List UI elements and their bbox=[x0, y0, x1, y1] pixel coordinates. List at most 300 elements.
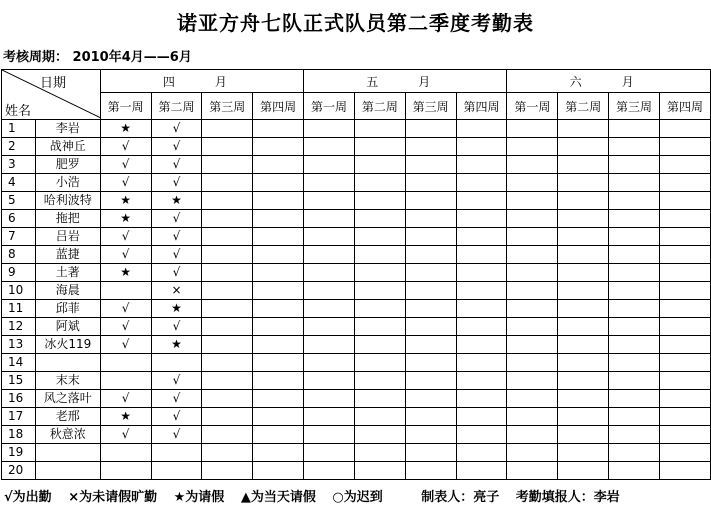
attendance-cell bbox=[659, 372, 710, 390]
attendance-cell bbox=[558, 318, 609, 336]
attendance-cell: √ bbox=[151, 408, 202, 426]
attendance-cell: √ bbox=[100, 426, 151, 444]
member-name: 战神丘 bbox=[35, 138, 100, 156]
attendance-cell bbox=[507, 120, 558, 138]
attendance-cell bbox=[354, 390, 405, 408]
attendance-cell: √ bbox=[151, 390, 202, 408]
attendance-cell: √ bbox=[151, 318, 202, 336]
attendance-cell bbox=[609, 390, 660, 408]
attendance-cell bbox=[507, 462, 558, 480]
attendance-cell: √ bbox=[100, 246, 151, 264]
attendance-cell: √ bbox=[151, 426, 202, 444]
attendance-cell bbox=[507, 336, 558, 354]
attendance-cell bbox=[202, 354, 253, 372]
legend-present: √为出勤 bbox=[4, 490, 52, 505]
week-header: 第三周 bbox=[202, 93, 253, 120]
attendance-cell bbox=[456, 300, 507, 318]
attendance-cell bbox=[558, 354, 609, 372]
attendance-cell bbox=[405, 174, 456, 192]
attendance-cell bbox=[609, 354, 660, 372]
member-name: 肥罗 bbox=[35, 156, 100, 174]
attendance-cell bbox=[456, 318, 507, 336]
attendance-cell bbox=[456, 138, 507, 156]
attendance-cell bbox=[354, 120, 405, 138]
attendance-cell bbox=[558, 300, 609, 318]
attendance-cell: √ bbox=[100, 318, 151, 336]
week-header: 第四周 bbox=[456, 93, 507, 120]
attendance-cell bbox=[659, 138, 710, 156]
attendance-cell bbox=[253, 282, 304, 300]
attendance-cell bbox=[405, 228, 456, 246]
attendance-cell bbox=[354, 354, 405, 372]
legend bbox=[4, 488, 632, 508]
attendance-cell bbox=[558, 120, 609, 138]
month-header-april: 四 月 bbox=[100, 70, 303, 93]
attendance-cell bbox=[304, 390, 355, 408]
member-name: 吕岩 bbox=[35, 228, 100, 246]
attendance-cell: √ bbox=[151, 264, 202, 282]
attendance-cell bbox=[507, 300, 558, 318]
attendance-cell bbox=[456, 120, 507, 138]
attendance-cell bbox=[558, 174, 609, 192]
attendance-cell bbox=[202, 318, 253, 336]
attendance-cell: √ bbox=[151, 210, 202, 228]
attendance-cell bbox=[659, 300, 710, 318]
attendance-cell bbox=[405, 462, 456, 480]
attendance-cell bbox=[354, 192, 405, 210]
attendance-cell bbox=[507, 156, 558, 174]
attendance-cell bbox=[558, 462, 609, 480]
attendance-cell bbox=[100, 354, 151, 372]
attendance-cell: √ bbox=[100, 390, 151, 408]
attendance-cell bbox=[405, 300, 456, 318]
attendance-cell bbox=[304, 210, 355, 228]
attendance-cell bbox=[507, 408, 558, 426]
attendance-cell bbox=[202, 174, 253, 192]
attendance-cell bbox=[202, 156, 253, 174]
attendance-cell bbox=[304, 264, 355, 282]
attendance-cell bbox=[304, 192, 355, 210]
attendance-cell bbox=[558, 444, 609, 462]
row-number: 14 bbox=[2, 354, 36, 372]
attendance-cell: ★ bbox=[100, 210, 151, 228]
attendance-cell bbox=[253, 390, 304, 408]
attendance-cell bbox=[202, 264, 253, 282]
attendance-cell bbox=[405, 426, 456, 444]
member-name bbox=[35, 354, 100, 372]
member-name: 海晨 bbox=[35, 282, 100, 300]
attendance-cell bbox=[405, 138, 456, 156]
attendance-cell bbox=[456, 426, 507, 444]
table-row bbox=[2, 120, 711, 138]
attendance-cell bbox=[202, 120, 253, 138]
table-row bbox=[2, 336, 711, 354]
attendance-cell bbox=[253, 246, 304, 264]
attendance-cell bbox=[558, 156, 609, 174]
attendance-cell: ★ bbox=[100, 120, 151, 138]
attendance-cell: √ bbox=[151, 246, 202, 264]
attendance-cell bbox=[609, 156, 660, 174]
attendance-cell bbox=[456, 390, 507, 408]
attendance-cell bbox=[405, 210, 456, 228]
row-number: 15 bbox=[2, 372, 36, 390]
attendance-cell bbox=[659, 336, 710, 354]
row-number: 8 bbox=[2, 246, 36, 264]
attendance-cell bbox=[507, 372, 558, 390]
table-row bbox=[2, 390, 711, 408]
attendance-cell bbox=[456, 210, 507, 228]
attendance-cell bbox=[304, 426, 355, 444]
row-number: 7 bbox=[2, 228, 36, 246]
week-header: 第二周 bbox=[558, 93, 609, 120]
attendance-cell bbox=[253, 174, 304, 192]
attendance-cell: √ bbox=[151, 120, 202, 138]
attendance-cell bbox=[558, 246, 609, 264]
attendance-cell bbox=[405, 390, 456, 408]
attendance-cell bbox=[253, 462, 304, 480]
attendance-cell bbox=[253, 264, 304, 282]
attendance-cell bbox=[507, 174, 558, 192]
attendance-cell bbox=[456, 282, 507, 300]
attendance-cell bbox=[456, 444, 507, 462]
member-name: 蓝捷 bbox=[35, 246, 100, 264]
attendance-cell bbox=[405, 408, 456, 426]
table-row bbox=[2, 372, 711, 390]
attendance-cell bbox=[659, 228, 710, 246]
attendance-cell bbox=[659, 282, 710, 300]
attendance-cell bbox=[456, 174, 507, 192]
attendance-cell bbox=[354, 408, 405, 426]
attendance-cell bbox=[609, 120, 660, 138]
member-name: 哈利波特 bbox=[35, 192, 100, 210]
attendance-cell bbox=[253, 444, 304, 462]
legend-absent: ×为未请假旷勤 bbox=[68, 490, 158, 505]
table-row bbox=[2, 426, 711, 444]
attendance-cell bbox=[507, 192, 558, 210]
attendance-cell bbox=[405, 156, 456, 174]
attendance-cell bbox=[253, 336, 304, 354]
attendance-cell bbox=[354, 210, 405, 228]
attendance-cell bbox=[253, 120, 304, 138]
attendance-cell: ★ bbox=[151, 192, 202, 210]
attendance-cell bbox=[304, 156, 355, 174]
attendance-cell bbox=[609, 462, 660, 480]
attendance-cell bbox=[609, 408, 660, 426]
attendance-cell bbox=[558, 192, 609, 210]
attendance-cell bbox=[609, 444, 660, 462]
page-title: 诺亚方舟七队正式队员第二季度考勤表 bbox=[177, 11, 534, 35]
attendance-cell bbox=[304, 174, 355, 192]
table-row bbox=[2, 300, 711, 318]
attendance-cell: √ bbox=[100, 300, 151, 318]
attendance-cell bbox=[304, 372, 355, 390]
attendance-cell bbox=[456, 354, 507, 372]
attendance-cell: √ bbox=[151, 228, 202, 246]
attendance-cell bbox=[100, 372, 151, 390]
member-name bbox=[35, 462, 100, 480]
attendance-cell bbox=[405, 318, 456, 336]
attendance-cell bbox=[558, 228, 609, 246]
attendance-cell bbox=[253, 210, 304, 228]
attendance-cell: √ bbox=[151, 174, 202, 192]
attendance-cell bbox=[456, 462, 507, 480]
attendance-cell bbox=[202, 408, 253, 426]
attendance-cell bbox=[609, 300, 660, 318]
attendance-cell bbox=[609, 426, 660, 444]
header-row-months bbox=[2, 70, 711, 93]
attendance-cell bbox=[659, 318, 710, 336]
table-maker: 制表人：亮子 bbox=[421, 490, 500, 505]
attendance-cell bbox=[558, 408, 609, 426]
period-value: 2010年4月——6月 bbox=[72, 50, 192, 65]
week-header: 第一周 bbox=[100, 93, 151, 120]
attendance-cell bbox=[202, 426, 253, 444]
table-row bbox=[2, 462, 711, 480]
attendance-cell bbox=[405, 246, 456, 264]
attendance-cell bbox=[405, 282, 456, 300]
attendance-cell bbox=[253, 228, 304, 246]
attendance-cell: √ bbox=[100, 336, 151, 354]
attendance-cell bbox=[558, 138, 609, 156]
attendance-cell bbox=[304, 354, 355, 372]
attendance-cell bbox=[253, 426, 304, 444]
attendance-cell bbox=[354, 444, 405, 462]
attendance-cell bbox=[151, 444, 202, 462]
table-body bbox=[2, 120, 711, 480]
attendance-cell bbox=[354, 246, 405, 264]
attendance-cell bbox=[456, 156, 507, 174]
attendance-cell bbox=[304, 444, 355, 462]
row-number: 19 bbox=[2, 444, 36, 462]
attendance-cell: √ bbox=[100, 156, 151, 174]
attendance-cell bbox=[659, 390, 710, 408]
attendance-cell bbox=[405, 336, 456, 354]
attendance-cell bbox=[609, 246, 660, 264]
attendance-cell bbox=[354, 336, 405, 354]
table-row bbox=[2, 156, 711, 174]
attendance-cell: ★ bbox=[151, 336, 202, 354]
attendance-cell: √ bbox=[151, 156, 202, 174]
table-row bbox=[2, 192, 711, 210]
member-name: 冰火119 bbox=[35, 336, 100, 354]
attendance-cell bbox=[659, 408, 710, 426]
week-header: 第三周 bbox=[609, 93, 660, 120]
attendance-cell bbox=[659, 462, 710, 480]
period-label: 考核周期： bbox=[3, 50, 69, 65]
attendance-cell bbox=[253, 354, 304, 372]
attendance-cell bbox=[354, 282, 405, 300]
attendance-cell bbox=[405, 444, 456, 462]
attendance-cell bbox=[202, 210, 253, 228]
attendance-cell bbox=[558, 210, 609, 228]
attendance-cell bbox=[558, 336, 609, 354]
attendance-cell bbox=[100, 282, 151, 300]
attendance-cell bbox=[253, 318, 304, 336]
attendance-cell bbox=[558, 372, 609, 390]
attendance-cell bbox=[456, 336, 507, 354]
attendance-cell: ★ bbox=[100, 408, 151, 426]
period-line bbox=[3, 48, 192, 68]
attendance-cell bbox=[558, 390, 609, 408]
attendance-cell bbox=[659, 120, 710, 138]
attendance-cell bbox=[609, 138, 660, 156]
corner-header-cell bbox=[2, 70, 101, 120]
attendance-cell bbox=[507, 246, 558, 264]
attendance-cell bbox=[507, 390, 558, 408]
attendance-cell bbox=[253, 192, 304, 210]
attendance-cell bbox=[609, 282, 660, 300]
attendance-cell bbox=[507, 444, 558, 462]
attendance-cell bbox=[659, 174, 710, 192]
attendance-cell bbox=[456, 228, 507, 246]
table-row bbox=[2, 138, 711, 156]
week-header: 第四周 bbox=[253, 93, 304, 120]
attendance-cell bbox=[456, 246, 507, 264]
attendance-cell bbox=[202, 192, 253, 210]
attendance-cell bbox=[354, 264, 405, 282]
table-row bbox=[2, 174, 711, 192]
row-number: 13 bbox=[2, 336, 36, 354]
attendance-cell bbox=[558, 282, 609, 300]
attendance-cell bbox=[405, 192, 456, 210]
row-number: 16 bbox=[2, 390, 36, 408]
attendance-cell bbox=[659, 354, 710, 372]
attendance-cell bbox=[304, 336, 355, 354]
attendance-cell bbox=[405, 264, 456, 282]
attendance-cell bbox=[304, 228, 355, 246]
attendance-cell bbox=[202, 372, 253, 390]
row-number: 20 bbox=[2, 462, 36, 480]
attendance-cell: √ bbox=[100, 138, 151, 156]
attendance-cell bbox=[304, 120, 355, 138]
attendance-cell bbox=[405, 372, 456, 390]
attendance-cell bbox=[304, 318, 355, 336]
attendance-cell bbox=[456, 192, 507, 210]
attendance-cell bbox=[558, 264, 609, 282]
attendance-cell bbox=[659, 264, 710, 282]
attendance-cell bbox=[507, 138, 558, 156]
attendance-cell bbox=[354, 462, 405, 480]
attendance-cell bbox=[202, 282, 253, 300]
attendance-cell bbox=[354, 156, 405, 174]
date-header-label: 日期 bbox=[40, 76, 67, 91]
row-number: 4 bbox=[2, 174, 36, 192]
month-header-may: 五 月 bbox=[304, 70, 507, 93]
legend-late: ○为迟到 bbox=[332, 490, 383, 505]
table-row bbox=[2, 264, 711, 282]
attendance-recorder: 考勤填报人：李岩 bbox=[515, 490, 620, 505]
attendance-cell bbox=[659, 192, 710, 210]
name-header-label: 姓名 bbox=[5, 104, 32, 119]
row-number: 17 bbox=[2, 408, 36, 426]
attendance-cell bbox=[202, 336, 253, 354]
attendance-cell bbox=[609, 210, 660, 228]
attendance-cell: √ bbox=[100, 174, 151, 192]
member-name: 邱菲 bbox=[35, 300, 100, 318]
attendance-cell bbox=[202, 444, 253, 462]
attendance-cell bbox=[507, 282, 558, 300]
attendance-cell bbox=[100, 444, 151, 462]
attendance-cell bbox=[202, 228, 253, 246]
table-row bbox=[2, 444, 711, 462]
member-name: 秋意浓 bbox=[35, 426, 100, 444]
attendance-cell bbox=[304, 462, 355, 480]
member-name: 小浩 bbox=[35, 174, 100, 192]
attendance-cell bbox=[354, 426, 405, 444]
attendance-cell bbox=[354, 318, 405, 336]
attendance-cell bbox=[202, 462, 253, 480]
attendance-cell: √ bbox=[151, 138, 202, 156]
attendance-cell bbox=[253, 408, 304, 426]
row-number: 9 bbox=[2, 264, 36, 282]
attendance-cell bbox=[405, 354, 456, 372]
attendance-cell bbox=[558, 426, 609, 444]
attendance-cell: √ bbox=[100, 228, 151, 246]
member-name bbox=[35, 444, 100, 462]
attendance-cell bbox=[354, 138, 405, 156]
attendance-cell bbox=[405, 120, 456, 138]
attendance-cell bbox=[304, 300, 355, 318]
attendance-cell bbox=[456, 408, 507, 426]
week-header: 第二周 bbox=[151, 93, 202, 120]
attendance-cell bbox=[456, 372, 507, 390]
attendance-cell: ★ bbox=[100, 264, 151, 282]
attendance-cell: √ bbox=[151, 372, 202, 390]
week-header: 第一周 bbox=[304, 93, 355, 120]
legend-leave: ★为请假 bbox=[173, 490, 225, 505]
attendance-cell bbox=[202, 246, 253, 264]
attendance-cell bbox=[253, 156, 304, 174]
attendance-cell bbox=[609, 174, 660, 192]
attendance-cell bbox=[304, 138, 355, 156]
row-number: 12 bbox=[2, 318, 36, 336]
month-header-june: 六 月 bbox=[507, 70, 711, 93]
attendance-cell bbox=[609, 318, 660, 336]
attendance-cell bbox=[354, 372, 405, 390]
row-number: 10 bbox=[2, 282, 36, 300]
member-name: 风之落叶 bbox=[35, 390, 100, 408]
attendance-cell bbox=[659, 246, 710, 264]
attendance-cell bbox=[659, 156, 710, 174]
row-number: 3 bbox=[2, 156, 36, 174]
row-number: 6 bbox=[2, 210, 36, 228]
header-row-weeks bbox=[2, 93, 711, 120]
attendance-cell bbox=[151, 462, 202, 480]
legend-same-day-leave: ▲为当天请假 bbox=[240, 490, 316, 505]
attendance-cell bbox=[253, 138, 304, 156]
attendance-cell bbox=[354, 300, 405, 318]
table-row bbox=[2, 210, 711, 228]
member-name: 李岩 bbox=[35, 120, 100, 138]
member-name: 末末 bbox=[35, 372, 100, 390]
row-number: 11 bbox=[2, 300, 36, 318]
member-name: 土著 bbox=[35, 264, 100, 282]
week-header: 第二周 bbox=[354, 93, 405, 120]
attendance-cell bbox=[253, 372, 304, 390]
attendance-cell bbox=[659, 444, 710, 462]
attendance-cell bbox=[202, 390, 253, 408]
table-row bbox=[2, 354, 711, 372]
table-row bbox=[2, 318, 711, 336]
attendance-cell bbox=[151, 354, 202, 372]
attendance-cell: × bbox=[151, 282, 202, 300]
attendance-cell bbox=[507, 210, 558, 228]
row-number: 5 bbox=[2, 192, 36, 210]
attendance-cell bbox=[507, 228, 558, 246]
week-header: 第一周 bbox=[507, 93, 558, 120]
attendance-cell bbox=[609, 264, 660, 282]
attendance-cell bbox=[354, 228, 405, 246]
